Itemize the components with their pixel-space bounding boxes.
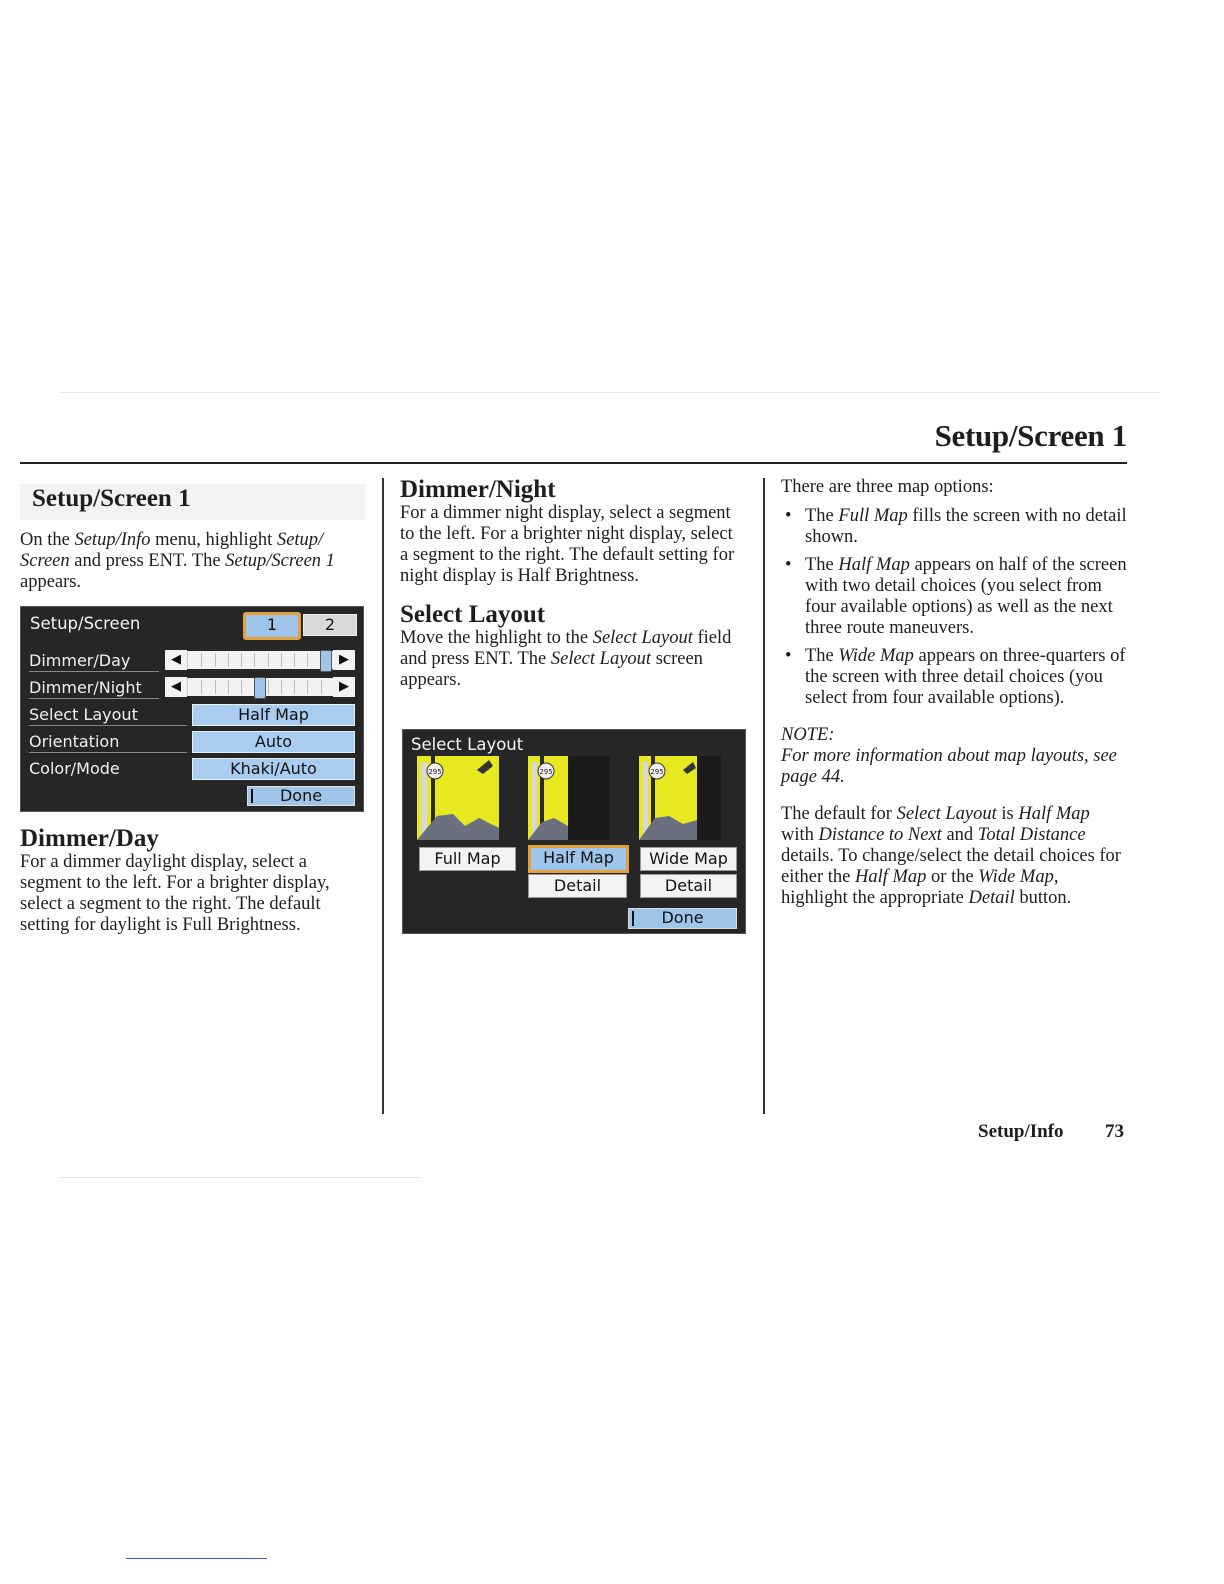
dimmer-night-segment[interactable] — [294, 680, 295, 694]
dimmer-night-increase-arrow[interactable]: ▶ — [333, 677, 355, 697]
dimmer-day-segment[interactable] — [241, 653, 242, 667]
half-map-button[interactable]: Half Map — [528, 845, 629, 873]
page-header-title: Setup/Screen 1 — [934, 418, 1127, 453]
dimmer-night-thumb[interactable] — [254, 677, 266, 699]
dimmer-day-body: For a dimmer daylight display, select a segment to the left. For a brighter display, select a segment to the right. The default setting for daylight is Full Brightness. — [20, 852, 330, 935]
color-mode-value[interactable]: Khaki/Auto — [192, 758, 355, 780]
list-item: • The Full Map fills the screen with no detail shown. — [785, 506, 1127, 547]
dimmer-night-segment[interactable] — [268, 680, 269, 694]
dimmer-day-decrease-arrow[interactable]: ◀ — [165, 650, 187, 670]
scan-line-bottom — [60, 1177, 420, 1178]
section-title: Setup/Screen 1 — [20, 484, 365, 520]
column-divider-2 — [763, 478, 765, 1114]
row-label-orientation: Orientation — [29, 732, 187, 753]
dimmer-night-decrease-arrow[interactable]: ◀ — [165, 677, 187, 697]
dimmer-day-section — [20, 826, 365, 936]
dimmer-day-segment[interactable] — [254, 653, 255, 667]
dimmer-night-segment[interactable] — [215, 680, 216, 694]
tab-1[interactable]: 1 — [243, 612, 301, 640]
footer-section-name: Setup/Info — [978, 1121, 1064, 1142]
row-label-dimmer-day: Dimmer/Day — [29, 651, 159, 672]
full-map-thumbnail[interactable] — [417, 756, 499, 840]
right-column — [781, 477, 1127, 909]
dimmer-day-segment[interactable] — [307, 653, 308, 667]
panel-title: Select Layout — [411, 735, 524, 754]
route-badge: 295 — [650, 768, 664, 776]
dimmer-day-segment[interactable] — [294, 653, 295, 667]
select-layout-body: Move the highlight to the Select Layout field and press ENT. The Select Layout screen appears. — [400, 628, 732, 690]
select-layout-value[interactable]: Half Map — [192, 704, 355, 726]
intro-paragraph: On the Setup/Info menu, highlight Setup/ Screen and press ENT. The Setup/Screen 1 appears. — [20, 530, 335, 592]
middle-column — [400, 477, 745, 691]
dimmer-night-body: For a dimmer night display, select a segment to the left. For a brighter night display, select a segment to the right. The default setting for night display is Half Brightness. — [400, 503, 735, 586]
dimmer-day-increase-arrow[interactable]: ▶ — [333, 650, 355, 670]
row-label-dimmer-night: Dimmer/Night — [29, 678, 159, 699]
dimmer-day-slider[interactable] — [165, 650, 355, 670]
setup-screen-panel — [20, 606, 364, 812]
row-label-color-mode: Color/Mode — [29, 759, 120, 778]
dimmer-night-segment[interactable] — [228, 680, 229, 694]
map-options-list — [781, 506, 1127, 709]
scan-line-top — [60, 392, 1160, 393]
scan-mark — [126, 1558, 267, 1559]
wide-map-button[interactable]: Wide Map — [640, 847, 737, 871]
dimmer-night-slider[interactable] — [165, 677, 355, 697]
select-layout-heading: Select Layout — [400, 601, 546, 628]
dimmer-night-segment[interactable] — [321, 680, 322, 694]
dimmer-day-segment[interactable] — [268, 653, 269, 667]
dimmer-night-segment[interactable] — [281, 680, 282, 694]
dimmer-day-segment[interactable] — [281, 653, 282, 667]
dimmer-night-track[interactable] — [187, 678, 334, 696]
done-button[interactable]: Done — [628, 908, 737, 929]
orientation-value[interactable]: Auto — [192, 731, 355, 753]
full-map-button[interactable]: Full Map — [419, 847, 516, 871]
route-badge: 295 — [539, 768, 553, 776]
dimmer-night-segment[interactable] — [241, 680, 242, 694]
note-text: For more information about map layouts, see page 44. — [781, 746, 1117, 787]
dimmer-day-segment[interactable] — [201, 653, 202, 667]
layout-default-paragraph: The default for Select Layout is Half Map with Distance to Next and Total Distance details. To change/select the detail choices for either the Half Map or the Wide Map, highlight the appropriate Detail button. — [781, 804, 1121, 908]
note-label: NOTE: — [781, 725, 835, 745]
dimmer-day-segment[interactable] — [228, 653, 229, 667]
list-item: • The Wide Map appears on three-quarters of the screen with three detail choices (you select from four available options). — [785, 646, 1126, 708]
wide-map-detail-button[interactable]: Detail — [640, 874, 737, 898]
half-map-thumbnail[interactable] — [528, 756, 610, 840]
dimmer-day-heading: Dimmer/Day — [20, 825, 159, 852]
dimmer-night-heading: Dimmer/Night — [400, 476, 556, 503]
dimmer-night-segment[interactable] — [201, 680, 202, 694]
row-label-select-layout: Select Layout — [29, 705, 187, 726]
header-rule — [20, 462, 1127, 464]
dimmer-day-track[interactable] — [187, 651, 334, 669]
map-options-intro: There are three map options: — [781, 477, 994, 497]
route-badge: 295 — [428, 768, 442, 776]
half-map-detail-button[interactable]: Detail — [528, 874, 627, 898]
tab-2[interactable]: 2 — [303, 614, 357, 636]
select-layout-panel — [402, 729, 746, 934]
page-number: 73 — [1105, 1121, 1124, 1142]
dimmer-day-segment[interactable] — [215, 653, 216, 667]
dimmer-day-thumb[interactable] — [320, 650, 332, 672]
column-divider-1 — [382, 478, 384, 1114]
panel-title: Setup/Screen — [30, 614, 141, 633]
wide-map-thumbnail[interactable] — [639, 756, 721, 840]
left-column — [20, 484, 365, 593]
done-button[interactable]: Done — [247, 786, 355, 806]
list-item: • The Half Map appears on half of the screen with two detail choices (you select from four available options) as well as the next three route maneuvers. — [785, 555, 1127, 638]
dimmer-night-segment[interactable] — [307, 680, 308, 694]
